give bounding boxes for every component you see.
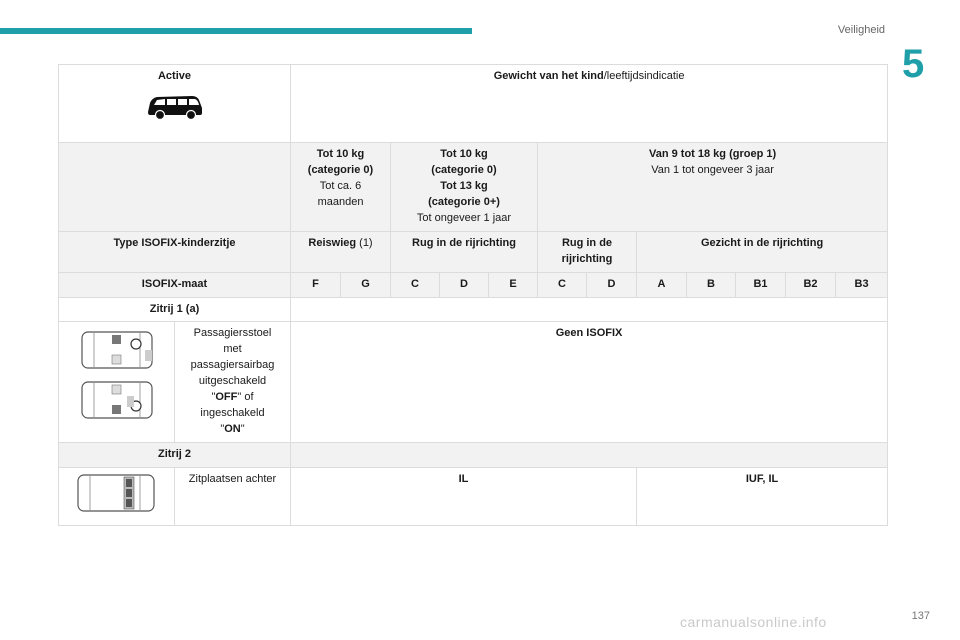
empty-cell bbox=[291, 443, 888, 468]
watermark: carmanualsonline.info bbox=[680, 614, 827, 630]
size-cell: B1 bbox=[736, 272, 786, 297]
type-cell bbox=[291, 231, 391, 272]
group-age: Tot ongeveer 1 jaar bbox=[416, 211, 512, 224]
table-row bbox=[59, 143, 888, 232]
iuf-cell: IUF, IL bbox=[637, 467, 888, 525]
size-cell: B bbox=[687, 272, 736, 297]
table-row bbox=[59, 322, 888, 443]
empty-cell bbox=[291, 297, 888, 322]
van-icon bbox=[145, 91, 205, 121]
table-row bbox=[59, 443, 888, 468]
passenger-off-line bbox=[178, 390, 287, 406]
page-number: 137 bbox=[911, 610, 930, 622]
size-cell: D bbox=[440, 272, 489, 297]
row2-label: Zitrij 2 bbox=[59, 443, 291, 468]
group-cell bbox=[538, 143, 888, 232]
passenger-text: met bbox=[223, 343, 242, 356]
table-row bbox=[59, 231, 888, 272]
geen-isofix-cell: Geen ISOFIX bbox=[291, 322, 888, 443]
group-weight: Tot 10 kg bbox=[316, 148, 365, 160]
type-label: Type ISOFIX-kinderzitje bbox=[59, 231, 291, 272]
table-row bbox=[59, 272, 888, 297]
isofix-table bbox=[58, 64, 888, 526]
passenger-on-line bbox=[178, 422, 287, 438]
type-cell bbox=[538, 231, 637, 272]
size-cell: D bbox=[587, 272, 637, 297]
car-front-seat-icon bbox=[77, 326, 157, 426]
passenger-text: ingeschakeld bbox=[200, 407, 265, 420]
row1-label: Zitrij 1 (a) bbox=[59, 297, 291, 322]
type-reiswieg: Reiswieg bbox=[308, 236, 357, 249]
rear-label: Zitplaatsen achter bbox=[175, 467, 291, 525]
group-age: maanden bbox=[317, 195, 364, 208]
chapter-number: 5 bbox=[902, 42, 925, 86]
group-cell bbox=[391, 143, 538, 232]
size-cell: B3 bbox=[836, 272, 888, 297]
table-row bbox=[59, 467, 888, 525]
rear-seat-icon-cell bbox=[59, 467, 175, 525]
passenger-cell bbox=[175, 322, 291, 443]
type-cell: Rug in de rijrichting bbox=[391, 231, 538, 272]
size-cell: A bbox=[637, 272, 687, 297]
active-cell bbox=[59, 65, 291, 143]
group-weight: Tot 10 kg bbox=[440, 148, 488, 160]
type-text: Rug in de bbox=[561, 236, 613, 249]
group-age: Tot ca. 6 bbox=[319, 179, 362, 192]
passenger-seat-icons bbox=[59, 322, 175, 443]
empty-cell bbox=[59, 143, 291, 232]
weight-heading-bold: Gewicht van het kind bbox=[493, 70, 604, 82]
size-cell: C bbox=[391, 272, 440, 297]
quote: " bbox=[220, 423, 225, 436]
size-cell: E bbox=[489, 272, 538, 297]
off-label: OFF bbox=[215, 391, 238, 404]
passenger-text: uitgeschakeld bbox=[198, 375, 267, 388]
size-cell: F bbox=[291, 272, 341, 297]
group-category: (categorie 0+) bbox=[428, 195, 500, 208]
passenger-text: passagiersairbag bbox=[190, 359, 275, 372]
weight-heading-rest: /leeftijdsindicatie bbox=[603, 70, 685, 82]
group-weight: Van 9 tot 18 kg (groep 1) bbox=[648, 148, 777, 160]
section-title: Veiligheid bbox=[837, 24, 885, 36]
header-accent-bar bbox=[0, 28, 472, 34]
quote: " bbox=[211, 391, 216, 404]
type-note: (1) bbox=[356, 236, 373, 249]
size-cell: G bbox=[341, 272, 391, 297]
quote: " bbox=[240, 423, 245, 436]
group-weight: Tot 13 kg bbox=[440, 179, 488, 192]
group-category: (categorie 0) bbox=[431, 163, 497, 176]
group-cell bbox=[291, 143, 391, 232]
type-cell: Gezicht in de rijrichting bbox=[637, 231, 888, 272]
active-label: Active bbox=[157, 70, 192, 82]
type-text: rijrichting bbox=[561, 252, 613, 265]
group-category: (categorie 0) bbox=[307, 163, 374, 176]
size-label: ISOFIX-maat bbox=[59, 272, 291, 297]
car-rear-seat-icon bbox=[76, 472, 158, 514]
size-cell: B2 bbox=[786, 272, 836, 297]
group-age: Van 1 tot ongeveer 3 jaar bbox=[651, 163, 774, 176]
on-label: ON bbox=[224, 423, 241, 436]
passenger-text: Passagiersstoel bbox=[193, 327, 272, 340]
table-row bbox=[59, 65, 888, 143]
size-cell: C bbox=[538, 272, 587, 297]
weight-heading-cell bbox=[291, 65, 888, 143]
il-cell: IL bbox=[291, 467, 637, 525]
passenger-text: " of bbox=[237, 391, 254, 404]
table-row bbox=[59, 297, 888, 322]
